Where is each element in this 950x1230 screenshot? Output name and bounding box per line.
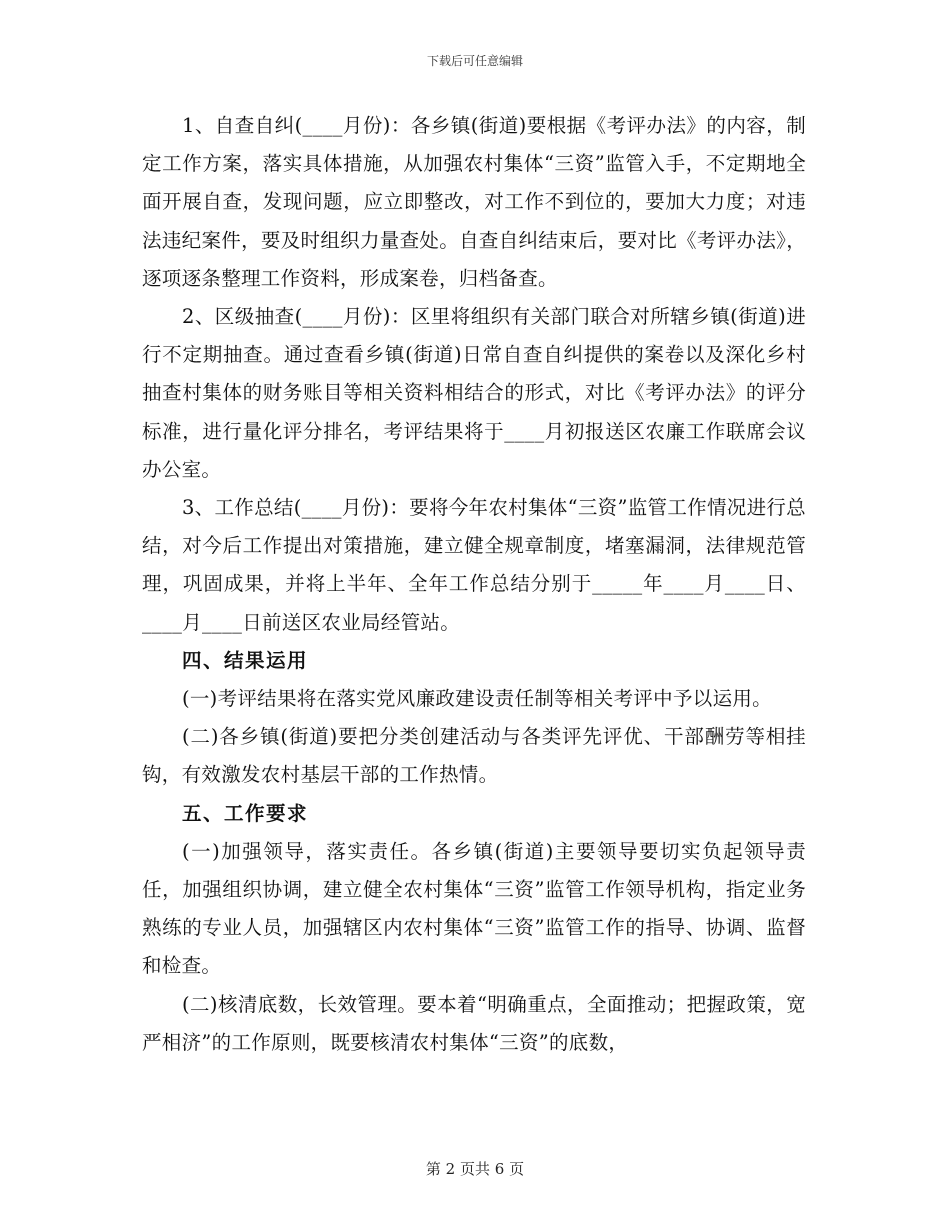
document-body <box>142 107 806 1062</box>
paragraph-results-2: (二)各乡镇(街道)要把分类创建活动与各类评先评优、干部酬劳等相挂钩，有效激发农村基层干部的工作热情。 <box>142 725 806 787</box>
page-footer: 第 2 页共 6 页 <box>425 1160 525 1178</box>
paragraph-requirements-2: (二)核清底数，长效管理。要本着“明确重点，全面推动；把握政策，宽严相济”的工作原则，既要核清农村集体“三资”的底数， <box>142 992 806 1054</box>
section-heading-results: 四、结果运用 <box>181 648 308 672</box>
paragraph-self-inspection: 1、自查自纠(____月份)：各乡镇(街道)要根据《考评办法》的内容，制定工作方案，落实具体措施，从加强农村集体“三资”监管入手，不定期地全面开展自查，发现问题，应立即整改，对工作不到位的，要加大力度；对违法违纪案件，要及时组织力量查处。自查自纠结束后，要对比《考评办法》，逐项逐条整理工作资料，形成案卷，归档备查。 <box>142 114 806 290</box>
paragraph-district-check: 2、区级抽查(____月份)：区里将组织有关部门联合对所辖乡镇(街道)进行不定期抽查。通过查看乡镇(街道)日常自查自纠提供的案卷以及深化乡村抽查村集体的财务账目等相关资料相结合的形式，对比《考评办法》的评分标准，进行量化评分排名，考评结果将于____月初报送区农廉工作联席会议办公室。 <box>142 305 806 481</box>
paragraph-results-1: (一)考评结果将在落实党风廉政建设责任制等相关考评中予以运用。 <box>181 687 772 711</box>
page-header: 下载后可任意编辑 <box>426 54 523 68</box>
paragraph-work-summary: 3、工作总结(____月份)：要将今年农村集体“三资”监管工作情况进行总结，对今后工作提出对策措施，建立健全规章制度，堵塞漏洞，法律规范管理，巩固成果，并将上半年、全年工作总结分别于_____年____月____日、____月____日前送区农业局经管站。 <box>142 496 806 634</box>
section-heading-requirements: 五、工作要求 <box>181 801 308 825</box>
paragraph-requirements-1: (一)加强领导，落实责任。各乡镇(街道)主要领导要切实负起领导责任，加强组织协调，建立健全农村集体“三资”监管工作领导机构，指定业务熟练的专业人员，加强辖区内农村集体“三资”监管工作的指导、协调、监督和检查。 <box>142 839 806 978</box>
